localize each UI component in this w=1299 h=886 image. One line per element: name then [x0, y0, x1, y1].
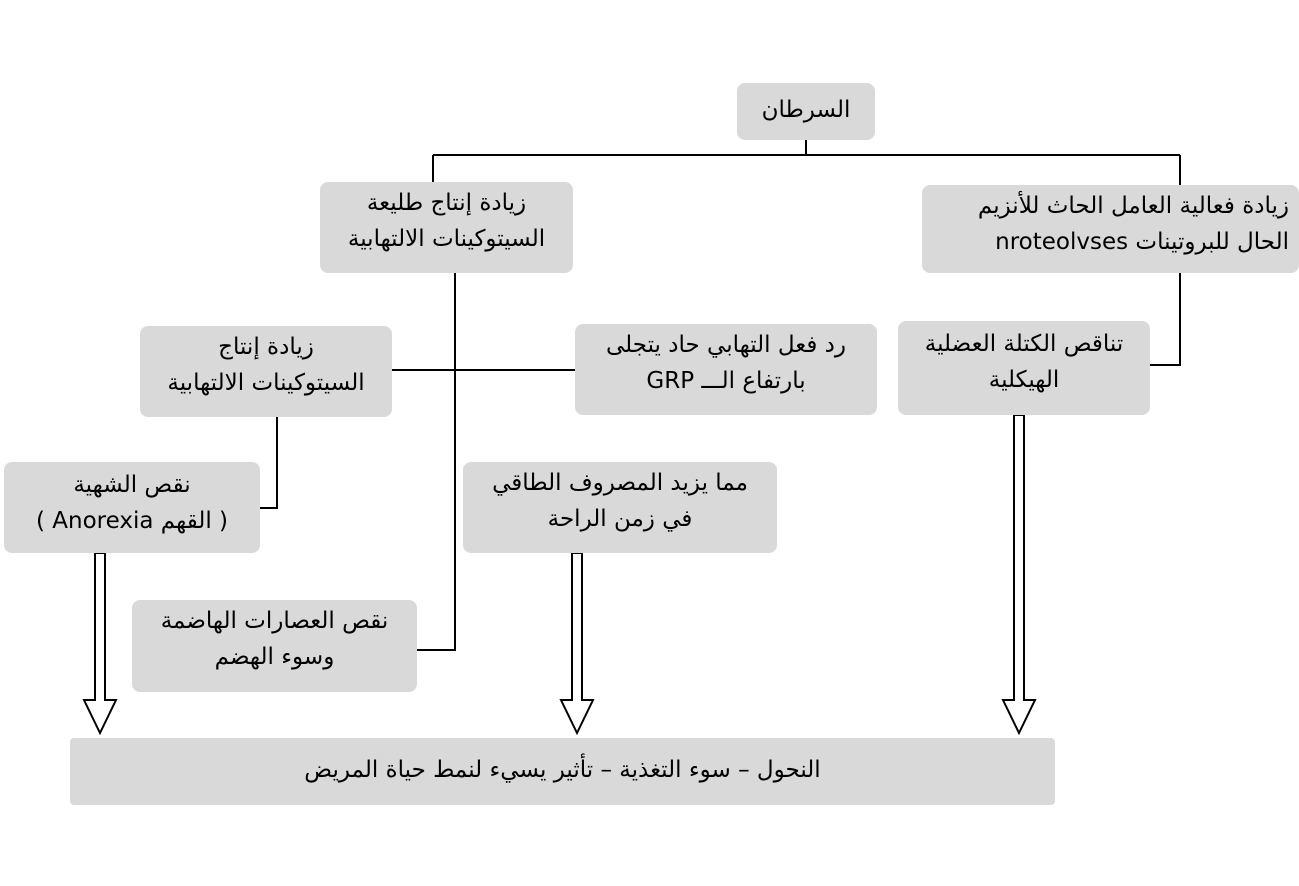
node-muscle-loss [898, 321, 1150, 415]
digestion-line1: نقص العصارات الهاضمة [160, 608, 389, 634]
muscle-line1: تناقص الكتلة العضلية [924, 331, 1124, 357]
anorexia-line1: نقص الشهية [73, 472, 191, 498]
cytokines-left-line2: السيتوكينات الالتهابية [167, 369, 365, 396]
cytokines-top-line1: زيادة إنتاج طليعة [366, 190, 527, 216]
inflammation-line1: رد فعل التهابي حاد يتجلى [605, 332, 847, 358]
anorexia-to-outcome-arrow [84, 553, 116, 733]
node-inflammatory-reaction [575, 324, 877, 415]
node-digestion [132, 600, 417, 692]
muscle-line2: الهيكلية [988, 366, 1060, 393]
root-label: السرطان [761, 97, 851, 123]
cytokines-top-line2: السيتوكينات الالتهابية [347, 225, 546, 252]
enzyme-line2: الحال للبروتينات nroteolvses [995, 228, 1289, 255]
inflammation-line2: بارتفاع الـــ GRP [646, 367, 806, 394]
root-node-cancer [737, 83, 875, 140]
node-cytokines-precursor [320, 182, 573, 273]
muscle-to-outcome-arrow [1003, 415, 1035, 733]
cytokines-to-anorexia-connector [260, 417, 277, 508]
digestion-line2: وسوء الهضم [214, 643, 335, 670]
anorexia-line2: ( القهم Anorexia ) [35, 507, 229, 534]
enzyme-line1: زيادة فعالية العامل الحاث للأنزيم [977, 193, 1289, 219]
node-cytokines-increase [140, 326, 392, 417]
node-anorexia [4, 462, 260, 553]
energy-line2: في زمن الراحة [547, 505, 693, 532]
outcome-label: النحول – سوء التغذية – تأثير يسيء لنمط حياة المريض [304, 757, 821, 783]
energy-to-outcome-arrow [561, 553, 593, 733]
cytokines-left-line1: زيادة إنتاج [218, 334, 314, 360]
node-enzyme-activity [922, 185, 1299, 273]
node-outcome [70, 738, 1055, 805]
cytokines-to-digestion-connector [417, 273, 455, 650]
node-energy-expenditure [463, 462, 777, 553]
energy-line1: مما يزيد المصروف الطاقي [492, 470, 748, 496]
enzyme-to-muscle-connector [1150, 273, 1180, 365]
